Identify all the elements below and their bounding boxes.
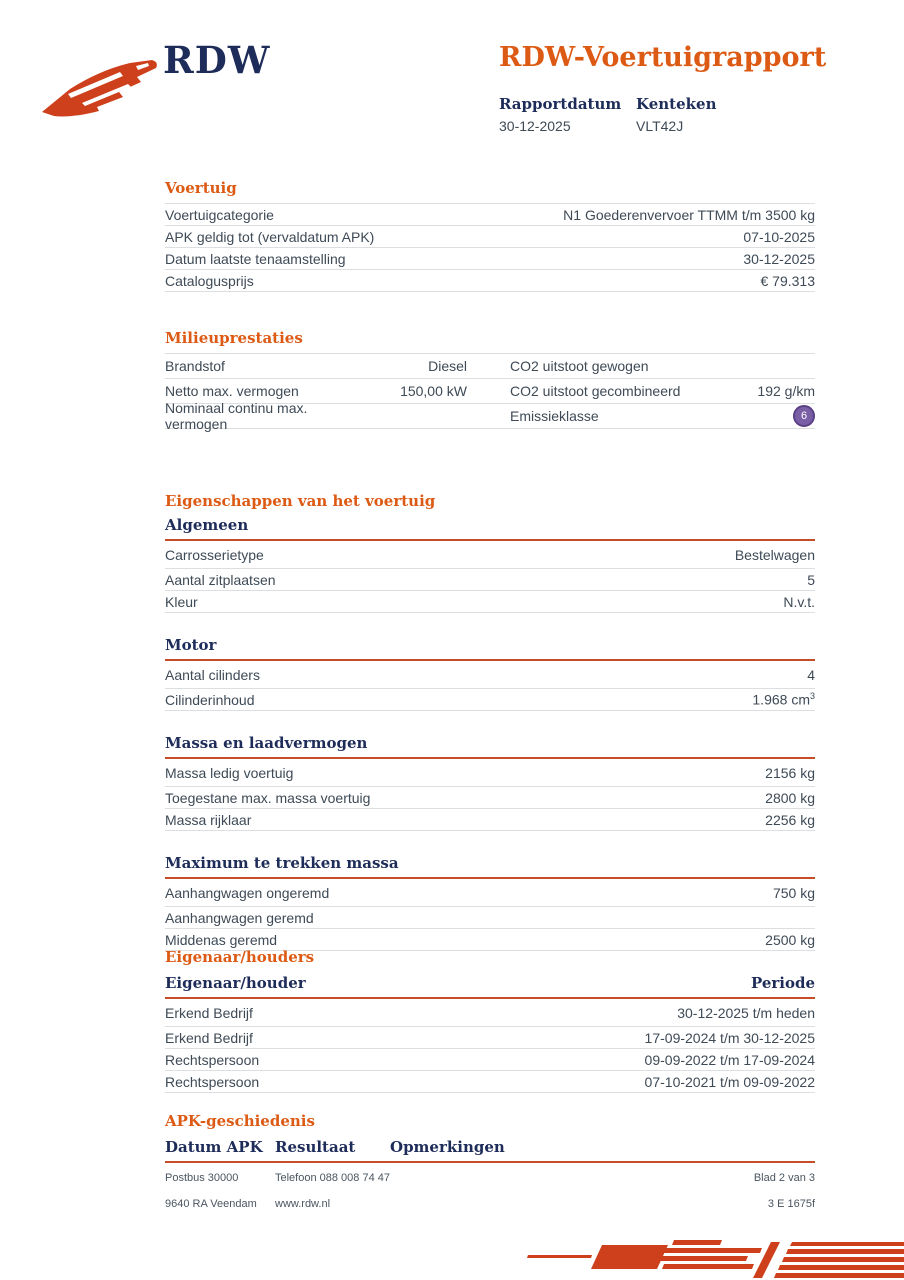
owner-name: Rechtspersoon <box>165 1073 260 1090</box>
owner-name: Erkend Bedrijf <box>165 1004 253 1021</box>
table-row <box>165 225 815 247</box>
voertuig-table <box>165 203 815 292</box>
row-label: Catalogusprijs <box>165 272 254 289</box>
emission-class-cell <box>728 405 815 427</box>
algemeen-table <box>165 541 815 613</box>
section-apk-title: APK-geschiedenis <box>165 1112 315 1130</box>
section-eigenaar <box>165 948 815 1093</box>
footer-doc-code: 3 E 1675f <box>767 1198 815 1210</box>
table-row <box>165 353 815 378</box>
massa-table <box>165 759 815 831</box>
table-row <box>165 1026 815 1048</box>
row-label: Nominaal continu max. vermogen <box>165 400 308 432</box>
apk-table-header <box>165 1138 815 1163</box>
row-value: Diesel <box>428 358 467 374</box>
report-date-value: 30-12-2025 <box>499 118 571 134</box>
footer-row <box>165 1198 815 1210</box>
page-footer <box>165 1172 815 1224</box>
table-row <box>165 1048 815 1070</box>
row-label: CO2 uitstoot gecombineerd <box>510 383 681 399</box>
rdw-logo <box>40 36 271 126</box>
table-row <box>165 879 815 906</box>
section-eigenschappen <box>165 492 815 951</box>
row-label: Cilinderinhoud <box>165 691 255 708</box>
owner-period: 17-09-2024 t/m 30-12-2025 <box>644 1029 815 1046</box>
row-label: Datum laatste tenaamstelling <box>165 250 346 267</box>
row-label: Massa ledig voertuig <box>165 764 294 781</box>
row-label: Middenas geremd <box>165 931 278 948</box>
table-row <box>165 541 815 568</box>
owner-period: 09-09-2022 t/m 17-09-2024 <box>644 1051 815 1068</box>
row-label: Aanhangwagen geremd <box>165 909 314 926</box>
footer-phone: Telefoon 088 008 74 47 <box>275 1172 390 1184</box>
cylinder-volume-value: 1.968 cm <box>752 691 810 708</box>
report-meta <box>499 95 819 134</box>
section-voertuig-title: Voertuig <box>165 179 237 197</box>
table-row <box>165 1070 815 1092</box>
row-value: 4 <box>807 666 815 683</box>
row-label: Voertuigcategorie <box>165 206 274 223</box>
column-header-datum-apk: Datum APK <box>165 1138 263 1156</box>
row-label: Aantal zitplaatsen <box>165 571 276 588</box>
subsection-trekken-title: Maximum te trekken massa <box>165 854 815 879</box>
section-milieuprestaties <box>165 329 815 432</box>
footer-page-number: Blad 2 van 3 <box>753 1172 815 1184</box>
row-value: 07-10-2025 <box>743 228 815 245</box>
row-label: Carrosserietype <box>165 546 264 563</box>
row-value: 150,00 kW <box>400 383 467 399</box>
table-row <box>165 203 815 225</box>
column-header-opmerkingen: Opmerkingen <box>390 1138 505 1156</box>
report-header <box>499 42 827 134</box>
table-row <box>165 808 815 830</box>
subsection-trekken <box>165 854 815 951</box>
section-eigenschappen-title: Eigenschappen van het voertuig <box>165 492 436 510</box>
table-row <box>165 400 815 432</box>
column-header-periode: Periode <box>750 974 815 992</box>
license-plate-label: Kenteken <box>636 95 717 113</box>
row-label: Aanhangwagen ongeremd <box>165 884 330 901</box>
subsection-motor <box>165 636 815 711</box>
table-row <box>165 269 815 291</box>
report-date-block <box>499 95 636 134</box>
row-value: 2256 kg <box>765 811 815 828</box>
row-value: 5 <box>807 571 815 588</box>
row-label: Emissieklasse <box>510 408 599 424</box>
footer-row <box>165 1172 815 1184</box>
row-label: APK geldig tot (vervaldatum APK) <box>165 228 375 245</box>
motor-table <box>165 661 815 711</box>
owner-period: 30-12-2025 t/m heden <box>677 1004 815 1021</box>
row-label: Aantal cilinders <box>165 666 260 683</box>
subsection-algemeen <box>165 516 815 613</box>
row-label: Brandstof <box>165 358 225 374</box>
rdw-feather-icon <box>40 58 160 120</box>
table-row <box>165 759 815 786</box>
row-value: 2800 kg <box>765 789 815 806</box>
section-voertuig <box>165 179 815 292</box>
section-milieu-title: Milieuprestaties <box>165 329 303 347</box>
column-header-resultaat: Resultaat <box>275 1138 356 1156</box>
owner-table-header <box>165 974 815 999</box>
subsection-massa <box>165 734 815 831</box>
footer-website: www.rdw.nl <box>275 1198 331 1210</box>
owner-period: 07-10-2021 t/m 09-09-2022 <box>644 1073 815 1090</box>
table-row <box>165 247 815 269</box>
table-row <box>165 568 815 590</box>
milieu-table <box>165 353 815 432</box>
table-row <box>165 928 815 950</box>
rdw-logo-text: RDW <box>163 38 271 82</box>
row-value: Bestelwagen <box>734 546 815 563</box>
owner-table <box>165 999 815 1093</box>
row-label: Massa rijklaar <box>165 811 252 828</box>
section-eigenaar-title: Eigenaar/houders <box>165 948 315 966</box>
column-header-eigenaar: Eigenaar/houder <box>165 974 306 992</box>
row-value: 2156 kg <box>765 764 815 781</box>
table-row <box>165 661 815 688</box>
subsection-algemeen-title: Algemeen <box>165 516 815 541</box>
speed-lines-graphic <box>514 1236 904 1280</box>
row-value: 192 g/km <box>757 383 815 399</box>
row-value: € 79.313 <box>760 272 815 289</box>
report-date-label: Rapportdatum <box>499 95 622 113</box>
row-label: Kleur <box>165 593 198 610</box>
row-value: N1 Goederenvervoer TTMM t/m 3500 kg <box>563 206 815 223</box>
table-row <box>165 590 815 612</box>
footer-address-line1: Postbus 30000 <box>165 1172 239 1184</box>
table-row <box>165 688 815 710</box>
row-value: 30-12-2025 <box>743 250 815 267</box>
row-value <box>752 691 815 708</box>
superscript: 3 <box>809 691 815 702</box>
table-row <box>165 906 815 928</box>
trekken-table <box>165 879 815 951</box>
row-value: 2500 kg <box>765 931 815 948</box>
report-title: RDW-Voertuigrapport <box>499 42 827 73</box>
row-value: 750 kg <box>772 884 815 901</box>
license-plate-block <box>636 95 716 134</box>
owner-name: Rechtspersoon <box>165 1051 260 1068</box>
footer-address-line2: 9640 RA Veendam <box>165 1198 257 1210</box>
owner-name: Erkend Bedrijf <box>165 1029 253 1046</box>
table-row <box>165 999 815 1026</box>
section-apk <box>165 1112 815 1163</box>
emission-class-badge: 6 <box>793 405 815 427</box>
subsection-motor-title: Motor <box>165 636 815 661</box>
row-label: Toegestane max. massa voertuig <box>165 789 371 806</box>
table-row <box>165 786 815 808</box>
row-value: N.v.t. <box>783 593 815 610</box>
row-label: Netto max. vermogen <box>165 383 299 399</box>
row-label: CO2 uitstoot gewogen <box>510 358 649 374</box>
license-plate-value: VLT42J <box>636 118 684 134</box>
subsection-massa-title: Massa en laadvermogen <box>165 734 815 759</box>
